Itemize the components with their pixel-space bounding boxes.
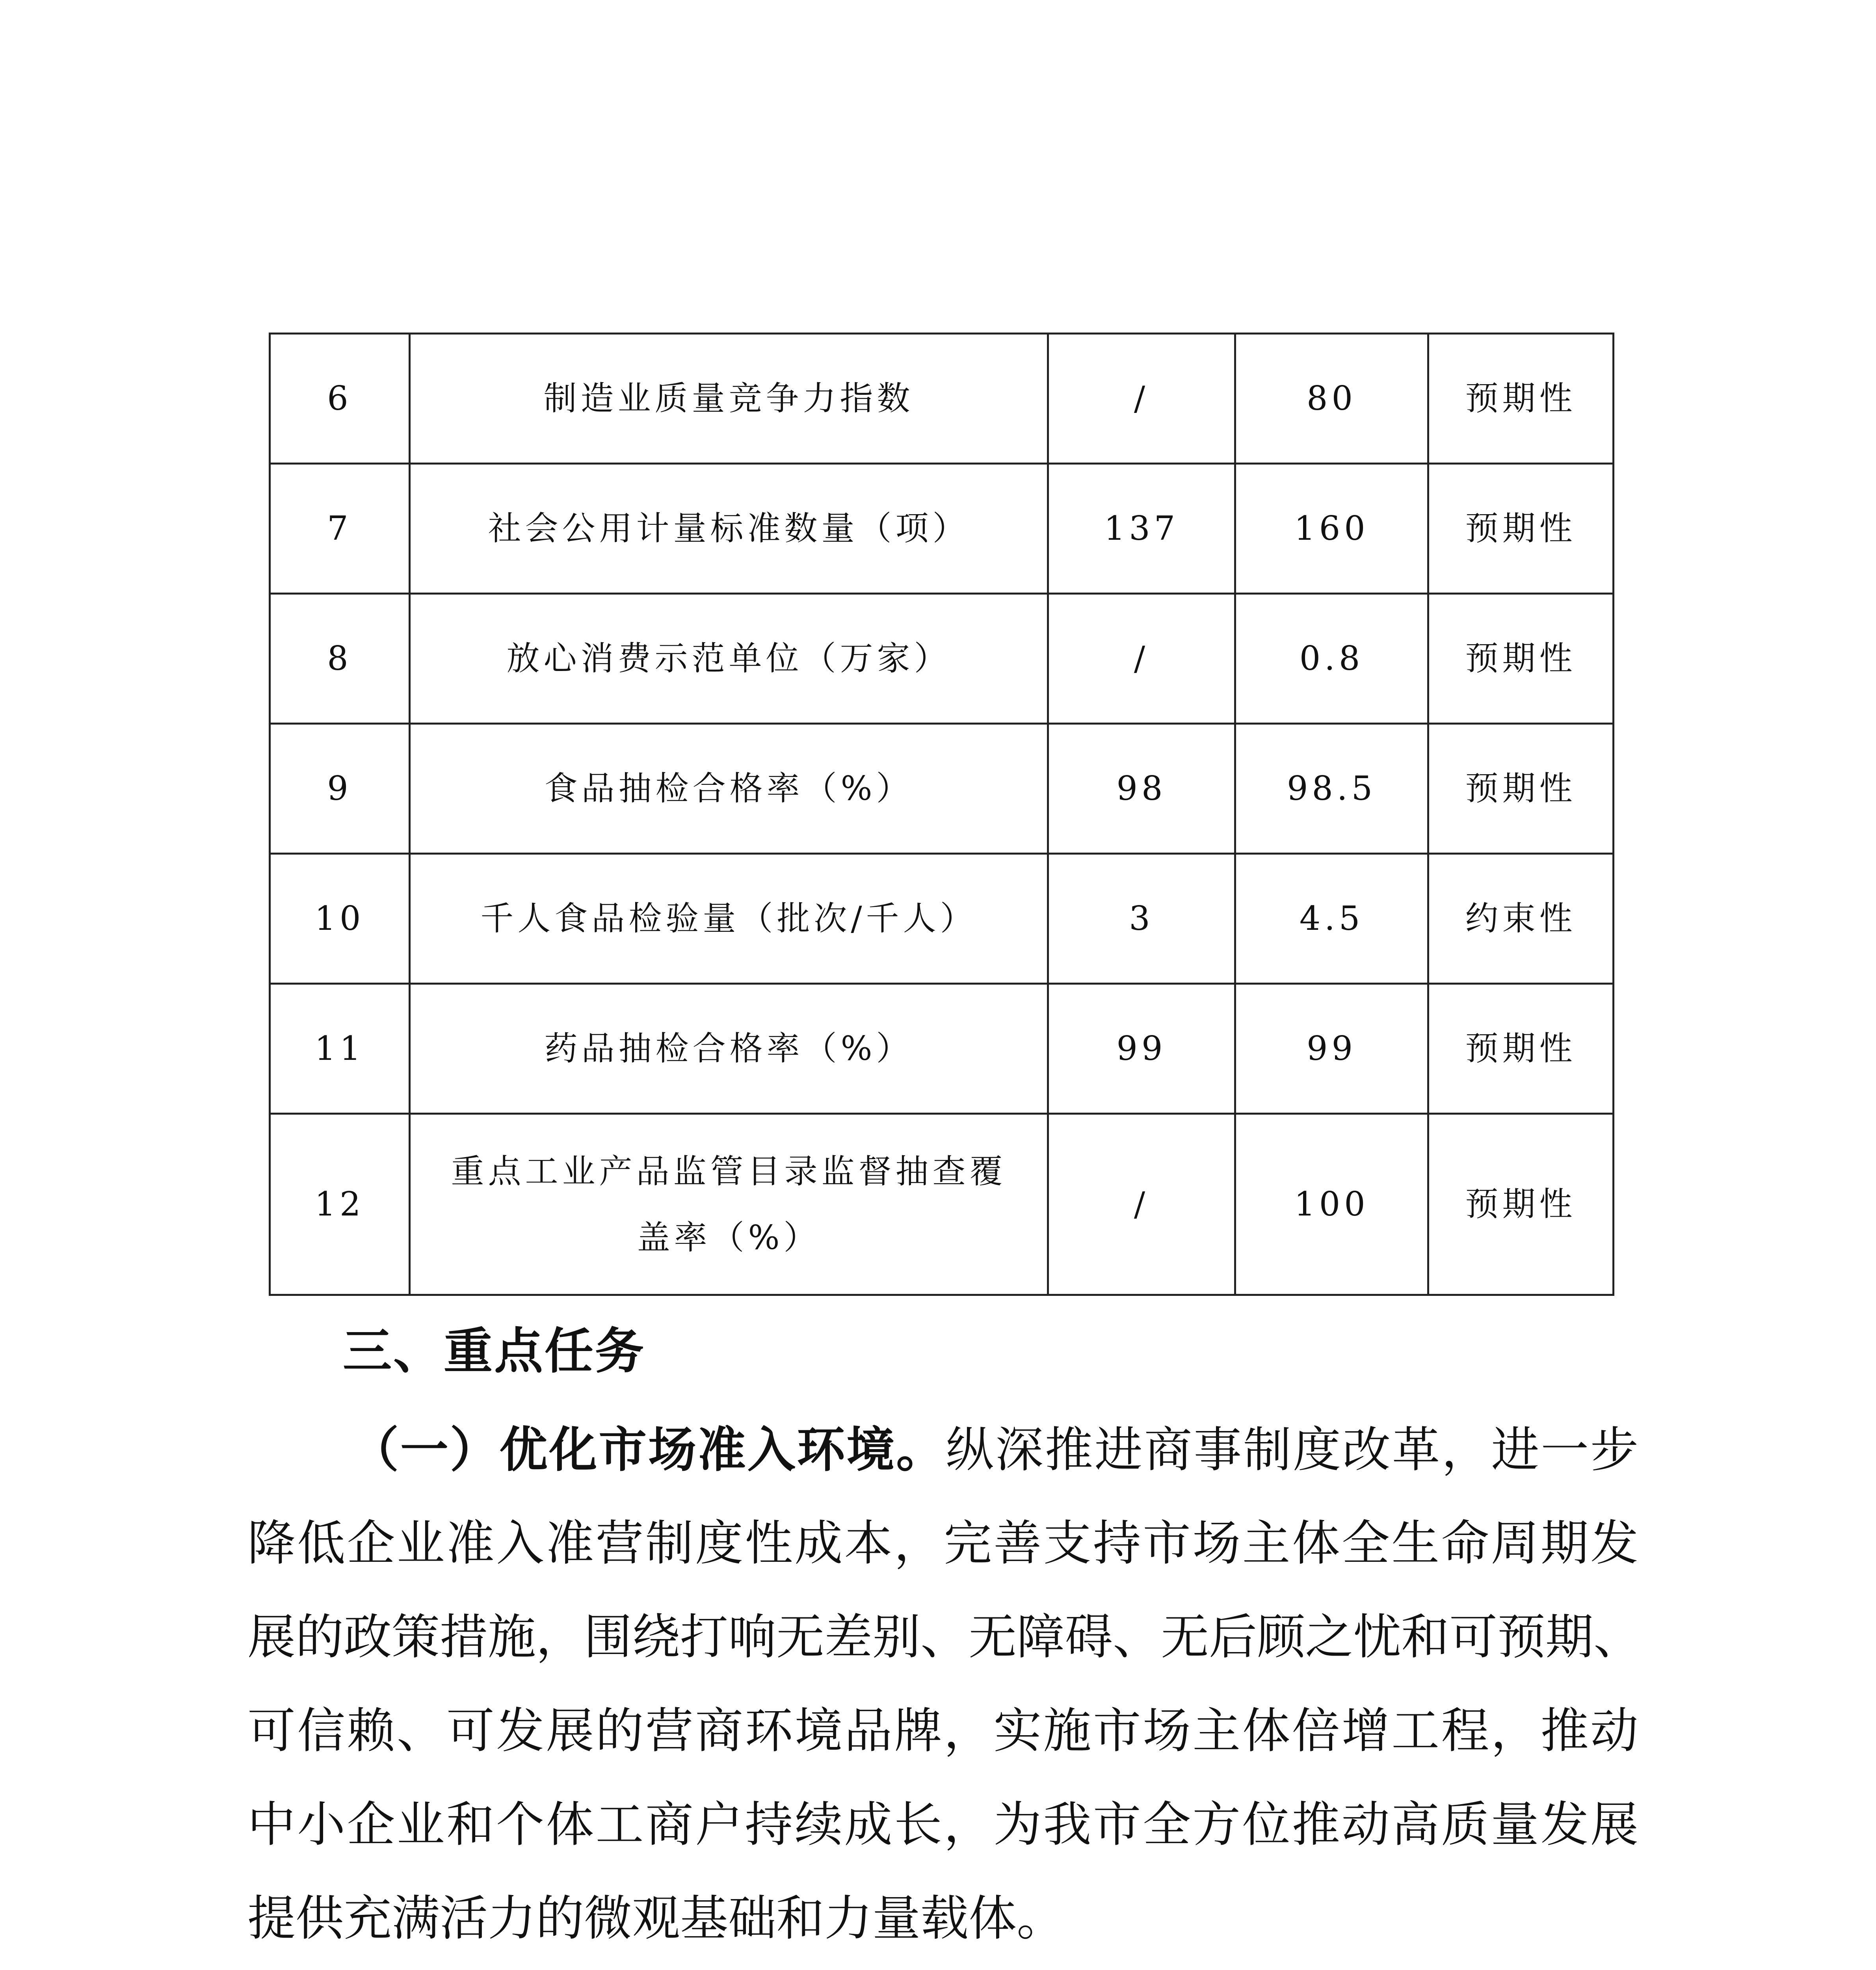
indicator-type: 预期性 bbox=[1428, 594, 1614, 724]
target-value: 160 bbox=[1235, 464, 1428, 594]
paragraph-line: 中小企业和个体工商户持续成长，为我市全方位推动高质量发展 bbox=[247, 1797, 1638, 1853]
paragraph-registration bbox=[247, 1966, 1638, 1970]
indicator-name: 食品抽检合格率（%） bbox=[410, 724, 1048, 854]
base-value: / bbox=[1048, 1114, 1235, 1295]
indicator-type: 预期性 bbox=[1428, 1114, 1614, 1295]
base-value: / bbox=[1048, 334, 1235, 464]
base-value: 3 bbox=[1048, 854, 1235, 984]
target-value: 0.8 bbox=[1235, 594, 1428, 724]
indicator-table bbox=[269, 333, 1614, 1296]
table-row bbox=[270, 854, 1614, 984]
base-value: 137 bbox=[1048, 464, 1235, 594]
target-value: 80 bbox=[1235, 334, 1428, 464]
indicator-name: 社会公用计量标准数量（项） bbox=[410, 464, 1048, 594]
section-heading: 三、重点任务 bbox=[343, 1323, 646, 1380]
target-value: 99 bbox=[1235, 984, 1428, 1114]
row-number: 8 bbox=[270, 594, 410, 724]
indicator-name: 重点工业产品监管目录监督抽查覆盖率（%） bbox=[410, 1114, 1048, 1295]
paragraph-line: 展的政策措施，围绕打响无差别、无障碍、无后顾之忧和可预期、 bbox=[247, 1609, 1642, 1665]
paragraph-text: 纵深推进商事制度改革，进一步 bbox=[946, 1422, 1639, 1478]
paragraph-first-line bbox=[247, 1966, 1638, 1970]
target-value: 100 bbox=[1235, 1114, 1428, 1295]
row-number: 6 bbox=[270, 334, 410, 464]
row-number: 12 bbox=[270, 1114, 410, 1295]
paragraph-line: 提供充满活力的微观基础和力量载体。 bbox=[247, 1890, 1065, 1946]
paragraph-lead: （一）优化市场准入环境。 bbox=[351, 1421, 946, 1478]
row-number: 10 bbox=[270, 854, 410, 984]
base-value: 99 bbox=[1048, 984, 1235, 1114]
paragraph-first-line bbox=[247, 1403, 1638, 1496]
table-row bbox=[270, 594, 1614, 724]
indicator-type: 预期性 bbox=[1428, 334, 1614, 464]
table-row bbox=[270, 984, 1614, 1114]
indicator-name: 千人食品检验量（批次/千人） bbox=[410, 854, 1048, 984]
indicator-name: 药品抽检合格率（%） bbox=[410, 984, 1048, 1114]
row-number: 11 bbox=[270, 984, 410, 1114]
paragraph-line: 可信赖、可发展的营商环境品牌，实施市场主体倍增工程，推动 bbox=[247, 1703, 1638, 1759]
target-value: 4.5 bbox=[1235, 854, 1428, 984]
indicator-name: 放心消费示范单位（万家） bbox=[410, 594, 1048, 724]
row-number: 7 bbox=[270, 464, 410, 594]
indicator-name: 制造业质量竞争力指数 bbox=[410, 334, 1048, 464]
table-row bbox=[270, 724, 1614, 854]
indicator-type: 预期性 bbox=[1428, 984, 1614, 1114]
target-value: 98.5 bbox=[1235, 724, 1428, 854]
row-number: 9 bbox=[270, 724, 410, 854]
table-row bbox=[270, 1114, 1614, 1295]
paragraph-line: 降低企业准入准营制度性成本，完善支持市场主体全生命周期发 bbox=[247, 1515, 1638, 1571]
indicator-type: 约束性 bbox=[1428, 854, 1614, 984]
table-row bbox=[270, 334, 1614, 464]
base-value: / bbox=[1048, 594, 1235, 724]
paragraph-market-access bbox=[247, 1403, 1642, 1965]
indicator-type: 预期性 bbox=[1428, 724, 1614, 854]
base-value: 98 bbox=[1048, 724, 1235, 854]
indicator-type: 预期性 bbox=[1428, 464, 1614, 594]
table-row bbox=[270, 464, 1614, 594]
